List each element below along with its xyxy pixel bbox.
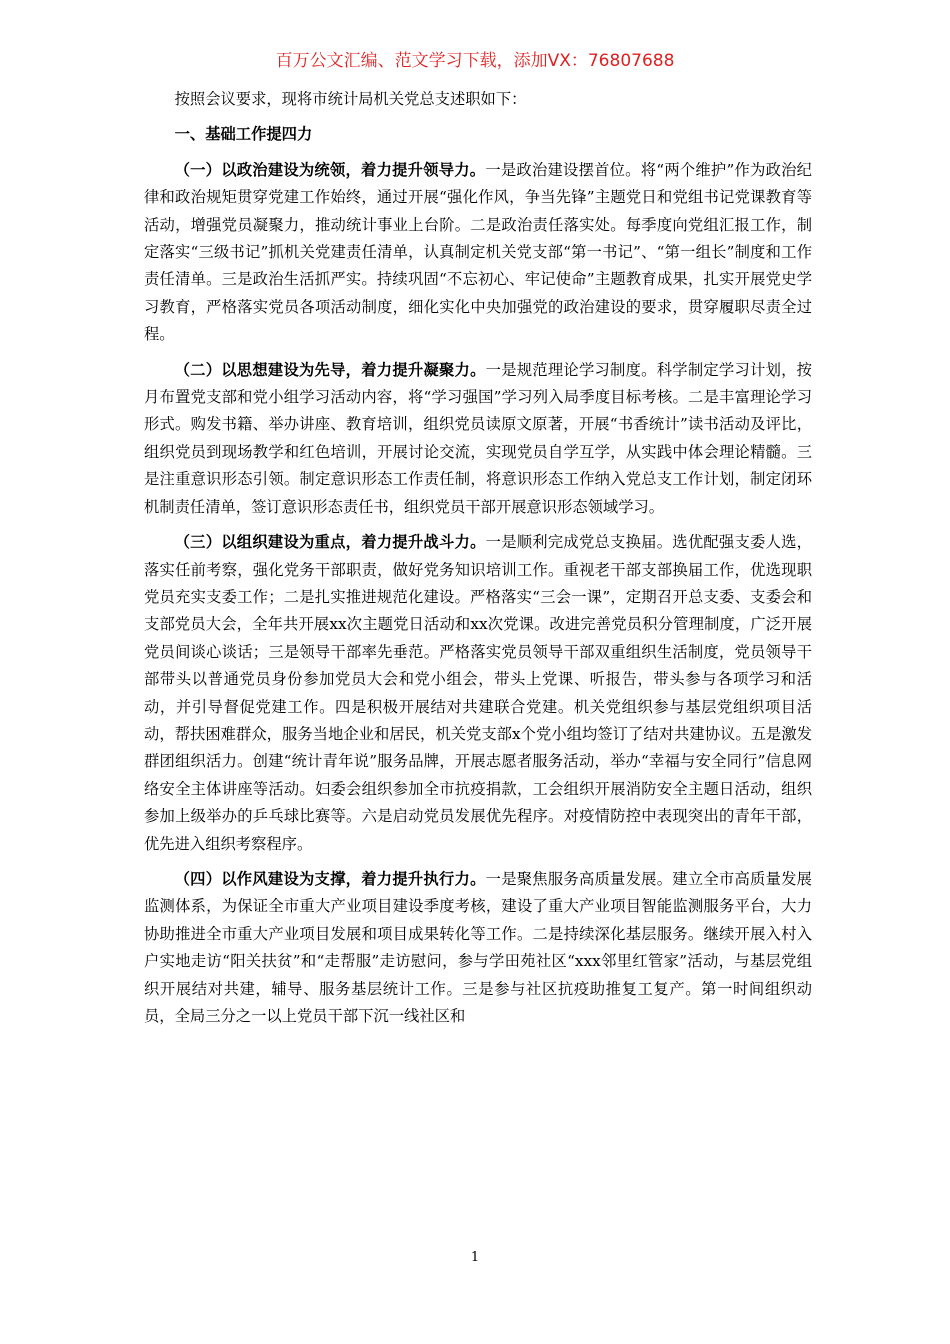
paragraph-3 [144,529,812,858]
paragraph-4-body: 一是聚焦服务高质量发展。建立全市高质量发展监测体系，为保证全市重大产业项目建设季度考核，建设了重大产业项目智能监测服务平台，大力协助推进全市重大产业项目发展和项目成果转化等工作。二是持续深化基层服务。继续开展入村入户实地走访“阳关扶贫”和“走帮服”走访慰问，参与学田苑社区“xxx邻里红管家”活动，与基层党组织开展结对共建，辅导、服务基层统计工作。三是参与社区抗疫助推复工复产。第一时间组织动员，全局三分之一以上党员干部下沉一线社区和 [144,869,812,1025]
paragraph-1 [144,157,812,349]
paragraph-1-lead: （一）以政治建设为统领，着力提升领导力。 [174,160,486,179]
paragraph-4-lead: （四）以作风建设为支撑，着力提升执行力。 [174,869,486,888]
paragraph-2 [144,357,812,521]
section-heading: 一、基础工作提四力 [174,125,313,144]
paragraph-4 [144,866,812,1030]
promo-header: 百万公文汇编、范文学习下载，添加VX：76807688 [275,51,675,71]
document-body [144,86,812,1030]
page-number: 1 [470,1250,480,1265]
paragraph-3-body: 一是顺利完成党总支换届。选优配强支委人选，落实任前考察，强化党务干部职责，做好党务知识培训工作。重视老干部支部换届工作，优选现职党员充实支委工作；二是扎实推进规范化建设。严格落实“三会一课”，定期召开总支委、支委会和支部党员大会，全年共开展xx次主题党日活动和xx次党课。改进完善党员积分管理制度，广泛开展党员间谈心谈话；三是领导干部率先垂范。严格落实党员领导干部双重组织生活制度，党员领导干部带头以普通党员身份参加党员大会和党小组会，带头上党课、听报告，带头参与各项学习和活动，并引导督促党建工作。四是积极开展结对共建联合党建。机关党组织参与基层党组织项目活动，帮扶困难群众，服务当地企业和居民，机关党支部x个党小组均签订了结对共建协议。五是激发群团组织活力。创建“统计青年说”服务品牌，开展志愿者服务活动，举办“幸福与安全同行”信息网络安全主体讲座等活动。妇委会组织参加全市抗疫捐款，工会组织开展消防安全主题日活动，组织参加上级举办的乒乓球比赛等。六是启动党员发展优先程序。对疫情防控中表现突出的青年干部，优先进入组织考察程序。 [144,533,812,853]
paragraph-1-body: 一是政治建设摆首位。将“两个维护”作为政治纪律和政治规矩贯穿党建工作始终，通过开展“强化作风，争当先锋”主题党日和党组书记党课教育等活动，增强党员凝聚力，推动统计事业上台阶。二是政治责任落实处。每季度向党组汇报工作，制定落实“三级书记”抓机关党建责任清单，认真制定机关党支部“第一书记”、“第一组长”制度和工作责任清单。三是政治生活抓严实。持续巩固“不忘初心、牢记使命”主题教育成果，扎实开展党史学习教育，严格落实党员各项活动制度，细化实化中央加强党的政治建设的要求，贯穿履职尽责全过程。 [144,160,812,344]
paragraph-3-lead: （三）以组织建设为重点，着力提升战斗力。 [174,533,486,552]
paragraph-2-lead: （二）以思想建设为先导，着力提升凝聚力。 [174,360,486,379]
paragraph-2-body: 一是规范理论学习制度。科学制定学习计划，按月布置党支部和党小组学习活动内容，将“学习强国”学习列入局季度目标考核。二是丰富理论学习形式。购发书籍、举办讲座、教育培训，组织党员读原文原著，开展“书香统计”读书活动及评比，组织党员到现场教学和红色培训，开展讨论交流，实现党员自学互学，从实践中体会理论精髓。三是注重意识形态引领。制定意识形态工作责任制，将意识形态工作纳入党总支工作计划，制定闭环机制责任清单，签订意识形态责任书，组织党员干部开展意识形态领域学习。 [144,360,812,516]
intro-paragraph: 按照会议要求，现将市统计局机关党总支述职如下： [174,90,527,108]
